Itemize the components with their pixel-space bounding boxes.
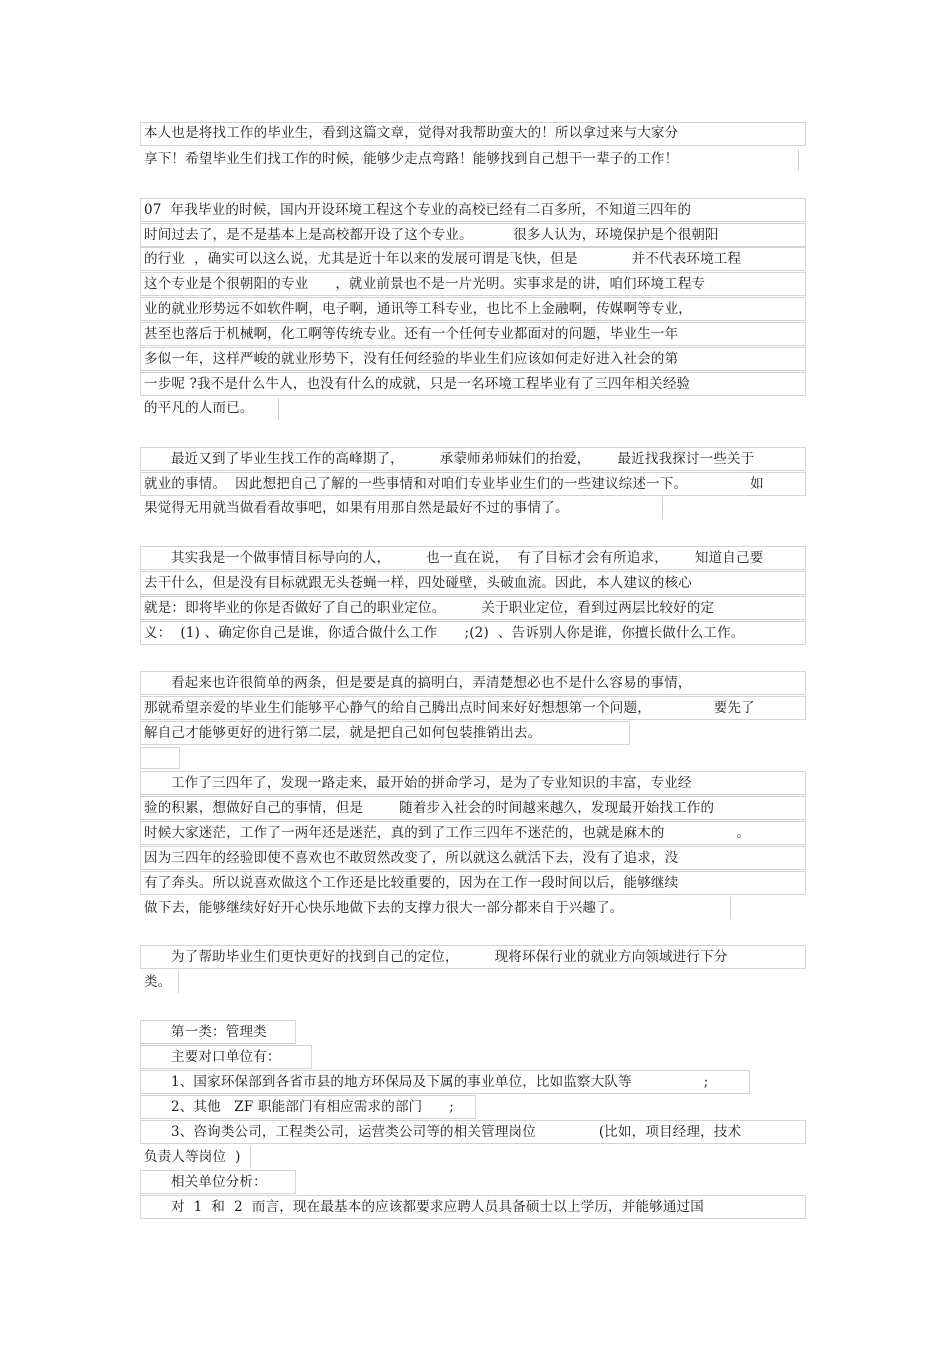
paragraph-line: 甚至也落后于机械啊，化工啊等传统专业。还有一个任何专业都面对的问题，毕业生一年 xyxy=(144,326,679,342)
paragraph-line: 为了帮助毕业生们更快更好的找到自己的定位， 现将环保行业的就业方向领域进行下分 xyxy=(144,949,728,965)
paragraph-line: 对 1 和 2 而言，现在最基本的应该都要求应聘人员具备硕士以上学历，并能够通过国 xyxy=(144,1199,704,1215)
frame-edge xyxy=(798,149,799,171)
paragraph-line: 时间过去了，是不是基本上是高校都开设了这个专业。 很多人认为，环境保护是个很朝阳 xyxy=(144,227,719,243)
paragraph-line: 工作了三四年了，发现一路走来，最开始的拼命学习，是为了专业知识的丰富，专业经 xyxy=(144,775,692,791)
paragraph-line: 业的就业形势远不如软件啊，电子啊，通讯等工科专业，也比不上金融啊，传媒啊等专业， xyxy=(144,301,692,317)
paragraph-line: 一步呢 ?我不是什么牛人，也没有什么的成就，只是一名环境工程毕业有了三四年相关经验 xyxy=(144,376,691,392)
paragraph-line: 第一类：管理类 xyxy=(144,1024,267,1040)
paragraph-line: 那就希望亲爱的毕业生们能够平心静气的给自己腾出点时间来好好想想第一个问题， 要先了 xyxy=(144,700,755,716)
paragraph-line: 相关单位分析： xyxy=(144,1174,267,1190)
frame-edge xyxy=(662,497,663,519)
paragraph-line: 就业的事情。 因此想把自己了解的一些事情和对咱们专业毕业生们的一些建议综述一下。 如 xyxy=(144,476,764,492)
paragraph-line: 负责人等岗位 ) xyxy=(144,1149,241,1165)
paragraph-line: 就是：即将毕业的你是否做好了自己的职业定位。 关于职业定位，看到过两层比较好的定 xyxy=(144,600,715,616)
frame-edge xyxy=(730,897,731,919)
paragraph-line: 1、国家环保部到各省市县的地方环保局及下属的事业单位，比如监察大队等 ; xyxy=(144,1074,709,1090)
paragraph-line: 时候大家迷茫，工作了一两年还是迷茫，真的到了工作三四年不迷茫的，也就是麻木的 。 xyxy=(144,825,751,841)
paragraph-line: 享下！希望毕业生们找工作的时候，能够少走点弯路！能够找到自己想干一辈子的工作！ xyxy=(144,151,679,167)
paragraph-line: 本人也是将找工作的毕业生，看到这篇文章，觉得对我帮助蛮大的！所以拿过来与大家分 xyxy=(144,125,679,141)
frame-edge xyxy=(178,971,179,993)
paragraph-line: 07 年我毕业的时候，国内开设环境工程这个专业的高校已经有二百多所，不知道三四年的 xyxy=(144,202,692,218)
paragraph-line: 最近又到了毕业生找工作的高峰期了， 承蒙师弟师妹们的抬爱， 最近找我探讨一些关于 xyxy=(144,451,755,467)
paragraph-line: 做下去，能够继续好好开心快乐地做下去的支撑力很大一部分都来自于兴趣了。 xyxy=(144,900,624,916)
paragraph-line: 果觉得无用就当做看看故事吧，如果有用那自然是最好不过的事情了。 xyxy=(144,500,569,516)
frame-edge xyxy=(250,1146,251,1168)
paragraph-line: 主要对口单位有： xyxy=(144,1049,281,1065)
frame-edge xyxy=(278,398,279,420)
paragraph-line: 看起来也许很简单的两条，但是要是真的搞明白，弄清楚想必也不是什么容易的事情， xyxy=(144,675,692,691)
empty-frame xyxy=(140,747,180,769)
paragraph-line: 验的积累，想做好自己的事情，但是 随着步入社会的时间越来越久，发现最开始找工作的 xyxy=(144,800,715,816)
paragraph-line: 解自己才能够更好的进行第二层，就是把自己如何包装推销出去。 xyxy=(144,725,542,741)
paragraph-line: 类。 xyxy=(144,974,172,990)
paragraph-line: 3、咨询类公司，工程类公司，运营类公司等的相关管理岗位 (比如，项目经理，技术 xyxy=(144,1124,742,1140)
paragraph-line: 这个专业是个很朝阳的专业 ，就业前景也不是一片光明。实事求是的讲，咱们环境工程专 xyxy=(144,276,706,292)
paragraph-line: 因为三四年的经验即使不喜欢也不敢贸然改变了，所以就这么就活下去，没有了追求，没 xyxy=(144,850,679,866)
paragraph-line: 去干什么，但是没有目标就跟无头苍蝇一样，四处碰壁，头破血流。因此，本人建议的核心 xyxy=(144,575,692,591)
paragraph-line: 的行业 ，确实可以这么说，尤其是近十年以来的发展可谓是飞快，但是 并不代表环境工程 xyxy=(144,251,742,267)
paragraph-line: 多似一年，这样严峻的就业形势下，没有任何经验的毕业生们应该如何走好进入社会的第 xyxy=(144,351,679,367)
paragraph-line: 的平凡的人而已。 xyxy=(144,400,254,416)
paragraph-line: 其实我是一个做事情目标导向的人， 也一直在说， 有了目标才会有所追求， 知道自己要 xyxy=(144,550,764,566)
paragraph-line: 有了奔头。所以说喜欢做这个工作还是比较重要的，因为在工作一段时间以后，能够继续 xyxy=(144,875,679,891)
paragraph-line: 2、其他 ZF 职能部门有相应需求的部门 ; xyxy=(144,1099,455,1115)
paragraph-line: 义： (1) 、确定你自己是谁，你适合做什么工作 ;(2) 、告诉别人你是谁，你擅长做什么工作。 xyxy=(144,625,745,641)
